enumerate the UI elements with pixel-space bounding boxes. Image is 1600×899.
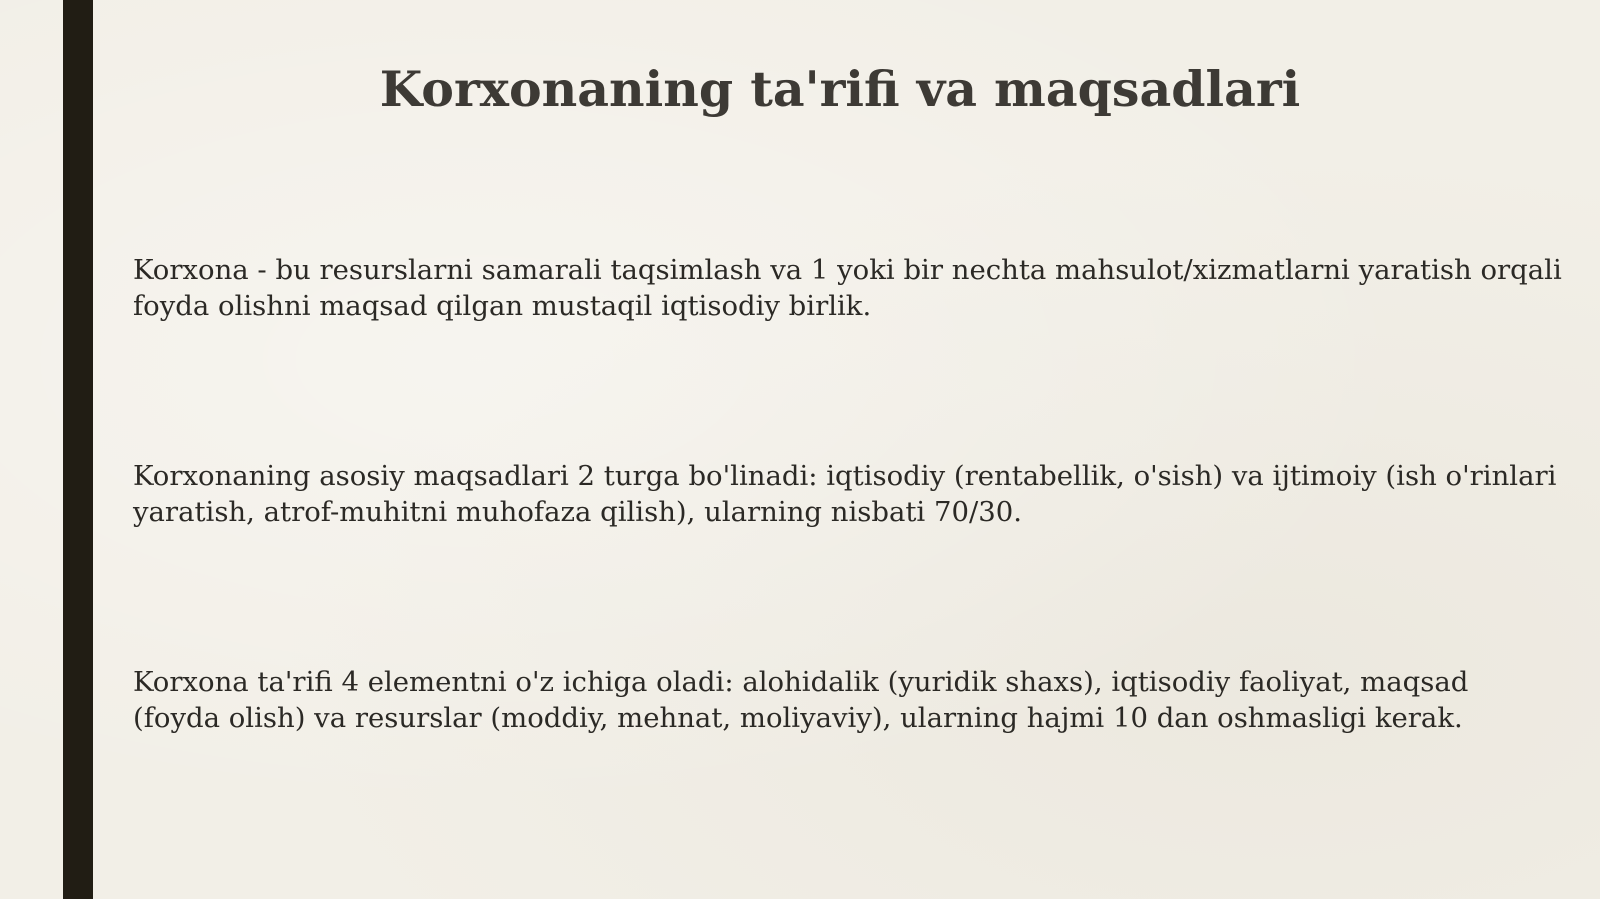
slide-title: Korxonaning ta'rifi va maqsadlari bbox=[379, 60, 1301, 118]
accent-side-bar bbox=[63, 0, 93, 899]
paragraph-elements: Korxona ta'rifi 4 elementni o'z ichiga oladi: alohidalik (yuridik shaxs), iqtisodiy faoliyat, maqsad (foyda olish) va resurslar (moddiy, mehnat, moliyaviy), ularning hajmi 10 dan oshmasligi kerak. bbox=[133, 666, 1469, 734]
paragraph-goals: Korxonaning asosiy maqsadlari 2 turga bo'linadi: iqtisodiy (rentabellik, o'sish) va ijtimoiy (ish o'rinlari yaratish, atrof-muhitni muhofaza qilish), ularning nisbati 70/30. bbox=[133, 460, 1557, 528]
paragraph-definition: Korxona - bu resurslarni samarali taqsimlash va 1 yoki bir nechta mahsulot/xizmatlarni yaratish orqali foyda olishni maqsad qilgan mustaqil iqtisodiy birlik. bbox=[133, 254, 1562, 322]
